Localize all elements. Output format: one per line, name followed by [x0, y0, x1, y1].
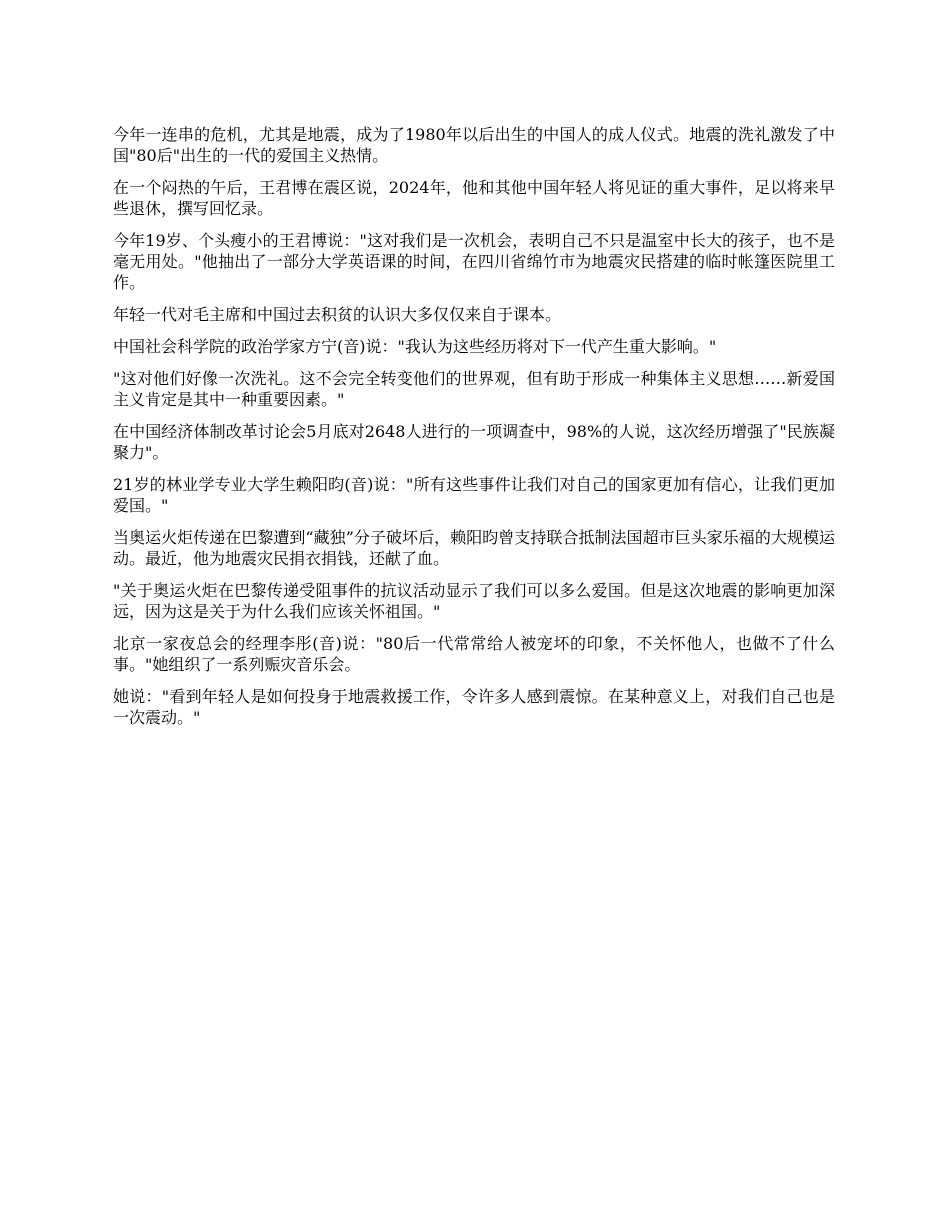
paragraph-12: 她说："看到年轻人是如何投身于地震救援工作，令许多人感到震惊。在某种意义上，对我们自己也是一次震动。": [113, 687, 835, 727]
paragraph-10: "关于奥运火炬在巴黎传递受阻事件的抗议活动显示了我们可以多么爱国。但是这次地震的影响更加深远，因为这是关于为什么我们应该关怀祖国。": [113, 581, 835, 621]
paragraph-2: 在一个闷热的午后，王君博在震区说，2024年，他和其他中国年轻人将见证的重大事件，足以将来早些退休，撰写回忆录。: [113, 178, 835, 218]
document-body: [113, 124, 835, 739]
paragraph-11: 北京一家夜总会的经理李彤(音)说："80后一代常常给人被宠坏的印象，不关怀他人，也做不了什么事。"她组织了一系列赈灾音乐会。: [113, 634, 835, 674]
paragraph-7: 在中国经济体制改革讨论会5月底对2648人进行的一项调查中，98%的人说，这次经历增强了"民族凝聚力"。: [113, 422, 835, 462]
paragraph-3: 今年19岁、个头瘦小的王君博说："这对我们是一次机会，表明自己不只是温室中长大的孩子，也不是毫无用处。"他抽出了一部分大学英语课的时间，在四川省绵竹市为地震灾民搭建的临时帐篷医院里工作。: [113, 231, 835, 292]
paragraph-1: 今年一连串的危机，尤其是地震，成为了1980年以后出生的中国人的成人仪式。地震的洗礼激发了中国"80后"出生的一代的爱国主义热情。: [113, 125, 835, 165]
paragraph-6: "这对他们好像一次洗礼。这不会完全转变他们的世界观，但有助于形成一种集体主义思想……新爱国主义肯定是其中一种重要因素。": [113, 369, 835, 409]
paragraph-5: 中国社会科学院的政治学家方宁(音)说："我认为这些经历将对下一代产生重大影响。": [113, 337, 717, 356]
paragraph-8: 21岁的林业学专业大学生赖阳昀(音)说："所有这些事件让我们对自己的国家更加有信心，让我们更加爱国。": [113, 475, 835, 515]
paragraph-9: 当奥运火炬传递在巴黎遭到“藏独”分子破坏后，赖阳昀曾支持联合抵制法国超市巨头家乐福的大规模运动。最近，他为地震灾民捐衣捐钱，还献了血。: [113, 528, 835, 568]
paragraph-4: 年轻一代对毛主席和中国过去积贫的认识大多仅仅来自于课本。: [113, 305, 562, 324]
